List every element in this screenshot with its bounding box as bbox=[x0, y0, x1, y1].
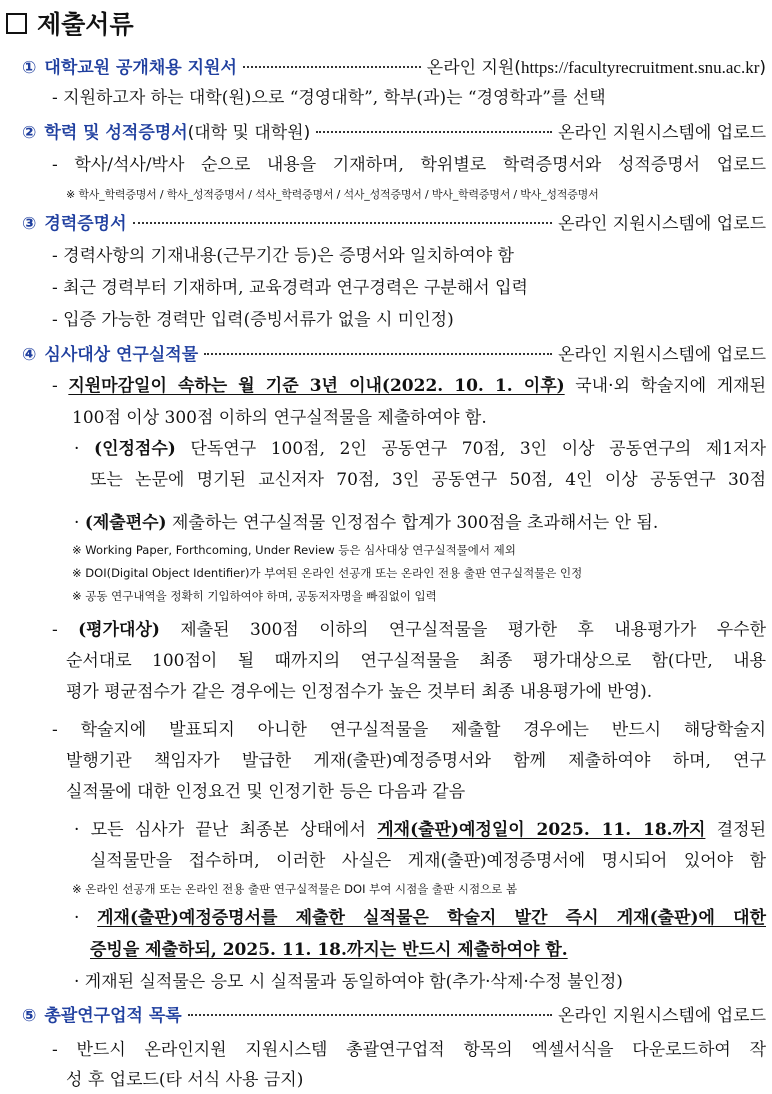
section-destination: 온라인 지원시스템에 업로드 bbox=[558, 214, 766, 234]
section-number: ① bbox=[22, 58, 37, 78]
section-destination: 온라인 지원(https://facultyrecruitment.snu.ac.kr) bbox=[426, 58, 766, 78]
unpublished-line-3: 실적물에 대한 인정요건 및 인정기한 등은 다음과 같음 bbox=[66, 782, 466, 802]
section-subheading: (대학 및 대학원) bbox=[187, 123, 311, 143]
section-destination: 온라인 지원시스템에 업로드 bbox=[558, 123, 766, 143]
section-heading: 경력증명서 bbox=[44, 214, 127, 234]
evaluation-line: - (평가대상) 제출된 300점 이하의 연구실적물을 평가한 후 내용평가가 우수한 bbox=[52, 620, 766, 640]
section-number: ⑤ bbox=[22, 1006, 37, 1026]
section-5-line: - 반드시 온라인지원 지원시스템 총괄연구업적 항목의 엑셀서식을 다운로드하여 작 bbox=[52, 1040, 766, 1060]
research-note: ※ 공동 연구내역을 정확히 기입하여야 하며, 공동저자명을 빠짐없이 입력 bbox=[72, 589, 437, 603]
publication-proof-line-2: 증빙을 제출하되, 2025. 11. 18.까지는 반드시 제출하여야 함. bbox=[90, 940, 568, 960]
section-3-line: - 최근 경력부터 기재하며, 교육경력과 연구경력은 구분해서 입력 bbox=[52, 278, 528, 298]
submission-score-line: 100점 이상 300점 이하의 연구실적물을 제출하여야 함. bbox=[72, 408, 487, 428]
section-2-line: - 학사/석사/박사 순으로 내용을 기재하며, 학위별로 학력증명서와 성적증명서 업로드 bbox=[52, 155, 766, 175]
unpublished-line: - 학술지에 발표되지 아니한 연구실적물을 제출할 경우에는 반드시 해당학술지 bbox=[52, 720, 766, 740]
section-3-line: - 입증 가능한 경력만 입력(증빙서류가 없을 시 미인정) bbox=[52, 310, 454, 330]
section-3-line: - 경력사항의 기재내용(근무기간 등)은 증명서와 일치하여야 함 bbox=[52, 246, 514, 266]
section-1-line: - 지원하고자 하는 대학(원)으로 “경영대학”, 학부(과)는 “경영학과”를 선택 bbox=[52, 88, 606, 108]
section-2-note: ※ 학사_학력증명서 / 학사_성적증명서 / 석사_학력증명서 / 석사_성적증명서 / 박사_학력증명서 / 박사_성적증명서 bbox=[66, 188, 599, 201]
leader-dots bbox=[188, 1014, 552, 1016]
section-number: ④ bbox=[22, 345, 37, 365]
recruitment-link[interactable]: https://facultyrecruitment.snu.ac.kr bbox=[520, 58, 760, 77]
research-note: ※ Working Paper, Forthcoming, Under Review 등은 심사대상 연구실적물에서 제외 bbox=[72, 543, 516, 557]
unpublished-line-2: 발행기관 책임자가 발급한 게재(출판)예정증명서와 함께 제출하여야 하며, 연구 bbox=[66, 751, 766, 771]
leader-dots bbox=[133, 222, 553, 224]
section-heading: 심사대상 연구실적물 bbox=[44, 345, 199, 365]
section-destination: 온라인 지원시스템에 업로드 bbox=[558, 1006, 766, 1026]
same-content-line: · 게재된 실적물은 응모 시 실적물과 동일하여야 함(추가·삭제·수정 불인정) bbox=[74, 972, 623, 992]
research-note: ※ DOI(Digital Object Identifier)가 부여된 온라인 선공개 또는 온라인 전용 출판 연구실적물은 인정 bbox=[72, 566, 583, 580]
section-heading: 총괄연구업적 목록 bbox=[44, 1006, 182, 1026]
recognition-score-line: · (인정점수) 단독연구 100점, 2인 공동연구 70점, 3인 이상 공동연구의 제1저자 bbox=[74, 439, 766, 459]
recognition-score-line-2: 또는 논문에 명기된 교신저자 70점, 3인 공동연구 50점, 4인 이상 공동연구 30점 bbox=[90, 470, 766, 490]
section-heading: 학력 및 성적증명서 bbox=[44, 123, 188, 143]
evaluation-line-2: 순서대로 100점이 될 때까지의 연구실적물을 최종 평가대상으로 함(다만, 내용 bbox=[66, 651, 766, 671]
page-title: 제출서류 bbox=[6, 8, 772, 42]
section-2-header bbox=[22, 121, 766, 145]
section-1-header bbox=[22, 56, 766, 80]
section-destination: 온라인 지원시스템에 업로드 bbox=[558, 345, 766, 365]
evaluation-line-3: 평가 평균점수가 같은 경우에는 인정점수가 높은 것부터 최종 내용평가에 반영). bbox=[66, 682, 653, 702]
final-version-line-2: 실적물만을 접수하며, 이러한 사실은 게재(출판)예정증명서에 명시되어 있어야 함 bbox=[90, 851, 766, 871]
checkbox-square-icon bbox=[6, 13, 27, 34]
submission-period-line: - 지원마감일이 속하는 월 기준 3년 이내(2022. 10. 1. 이후) 국내·외 학술지에 게재된 bbox=[52, 376, 766, 396]
section-5-header bbox=[22, 1004, 766, 1028]
doi-note: ※ 온라인 선공개 또는 온라인 전용 출판 연구실적물은 DOI 부여 시점을 출판 시점으로 봄 bbox=[72, 882, 518, 896]
section-number: ③ bbox=[22, 214, 37, 234]
section-5-line-2: 성 후 업로드(타 서식 사용 금지) bbox=[66, 1070, 304, 1090]
leader-dots bbox=[204, 353, 552, 355]
section-4-header bbox=[22, 343, 766, 367]
section-number: ② bbox=[22, 123, 37, 143]
submission-count-line: · (제출편수) 제출하는 연구실적물 인정점수 합계가 300점을 초과해서는 안 됨. bbox=[74, 513, 659, 533]
section-heading: 대학교원 공개채용 지원서 bbox=[44, 58, 237, 78]
publication-proof-line: · 게재(출판)예정증명서를 제출한 실적물은 학술지 발간 즉시 게재(출판)에 대한 bbox=[74, 908, 766, 928]
final-version-line: · 모든 심사가 끝난 최종본 상태에서 게재(출판)예정일이 2025. 11. 18.까지 결정된 bbox=[74, 820, 767, 840]
section-3-header bbox=[22, 212, 766, 236]
leader-dots bbox=[243, 66, 421, 68]
leader-dots bbox=[316, 131, 552, 133]
